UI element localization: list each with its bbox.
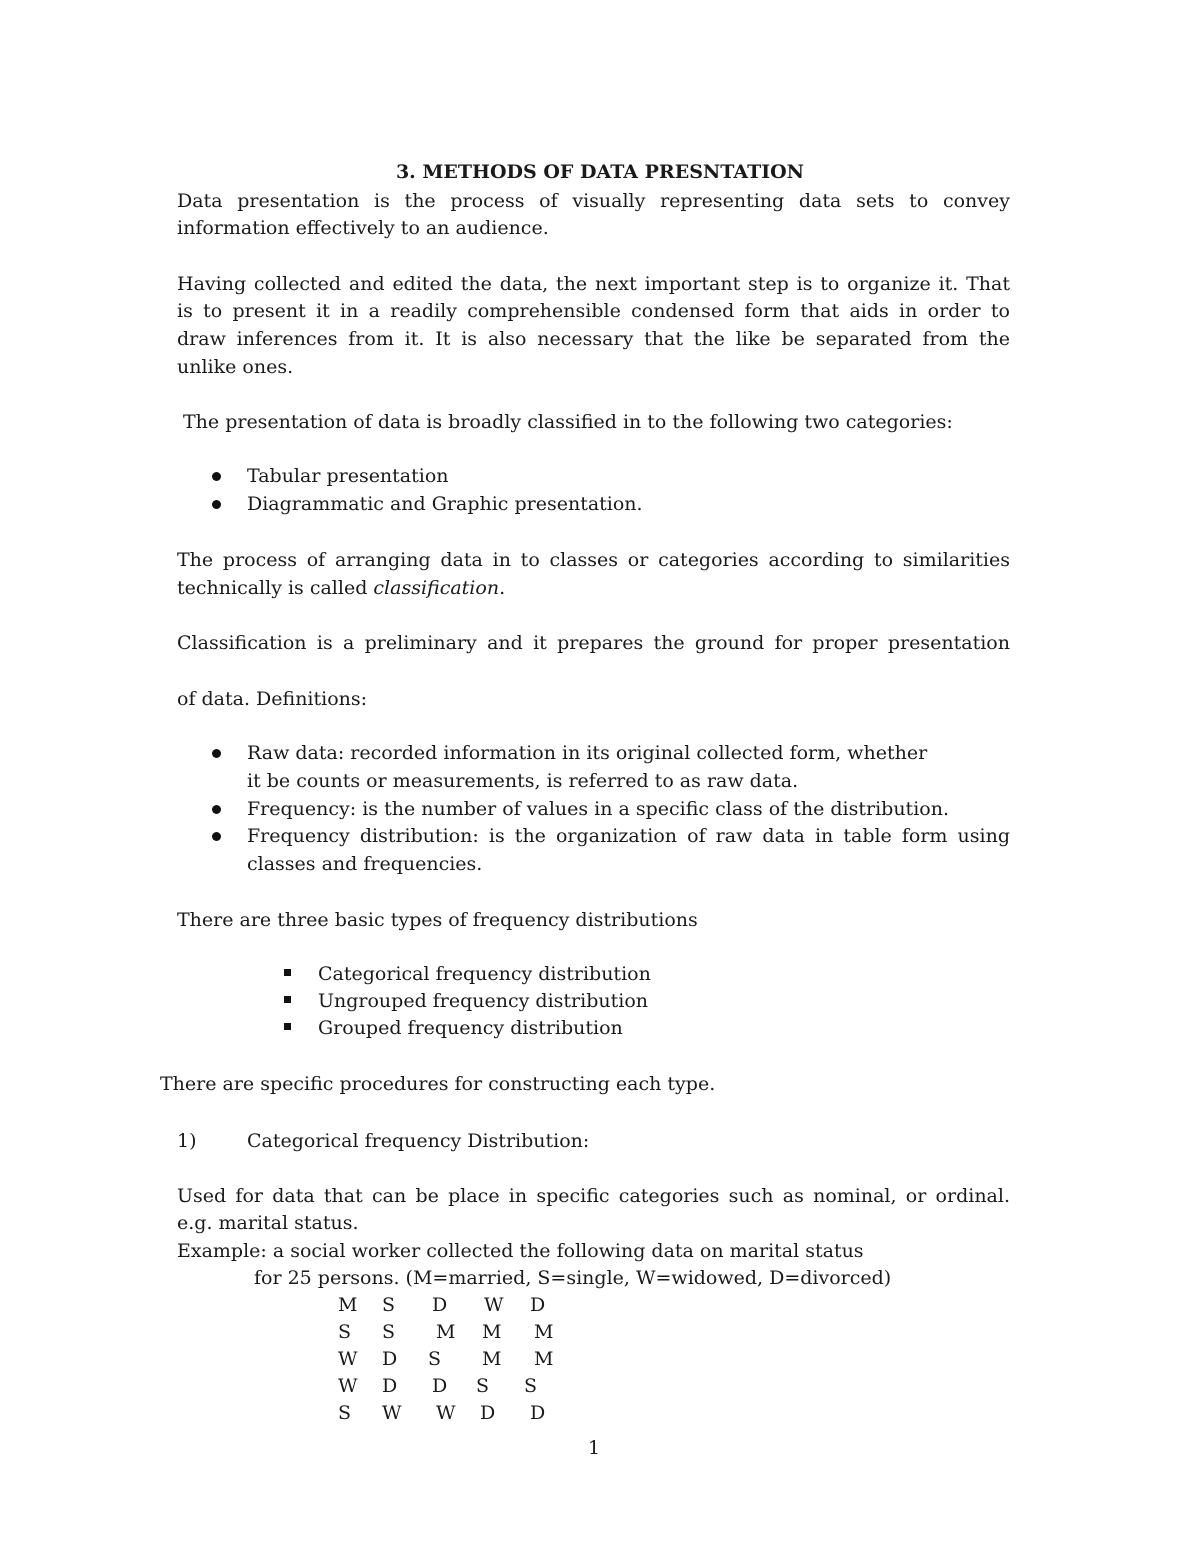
data-cell: S [338,1402,352,1424]
data-cell: D [382,1375,398,1397]
categories-intro: The presentation of data is broadly classified in to the following two categories: [183,411,953,433]
data-cell: S [476,1375,490,1397]
data-cell: S [382,1321,396,1343]
data-cell: M [482,1348,502,1370]
classification-term: classification [373,577,500,599]
definition-frequency-distribution: classes and frequencies. [247,853,483,875]
square-bullet-icon [284,1023,291,1030]
data-cell: S [382,1294,396,1316]
classification-line [177,574,505,602]
usage-line: Used for data that can be place in specific categories such as nominal, or ordinal. [177,1185,1010,1207]
bullet-icon [212,472,221,481]
definition-frequency-distribution: Frequency distribution: is the organization of raw data in table form using [247,825,1010,847]
page-title: 3. METHODS OF DATA PRESNTATION [395,161,805,183]
category-item: Tabular presentation [247,465,449,487]
bullet-icon [212,500,221,509]
organize-line: Having collected and edited the data, the next important step is to organize it. That [177,273,1010,295]
usage-line: for 25 persons. (M=married, S=single, W=widowed, D=divorced) [254,1267,892,1289]
definition-frequency: Frequency: is the number of values in a specific class of the distribution. [247,798,949,820]
data-cell: D [432,1375,448,1397]
definition-raw-data: it be counts or measurements, is referred to as raw data. [247,770,799,792]
preliminary-line: Classification is a preliminary and it prepares the ground for proper presentation [177,632,1010,654]
section-number: 1) [177,1130,197,1152]
bullet-icon [212,749,221,758]
classification-prefix: technically is called [177,577,374,599]
data-cell: D [480,1402,496,1424]
data-cell: D [530,1402,546,1424]
organize-line: draw inferences from it. It is also necessary that the like be separated from the [177,328,1010,350]
intro-line: Data presentation is the process of visually representing data sets to convey [177,190,1010,212]
bullet-icon [212,805,221,814]
section-heading: Categorical frequency Distribution: [247,1130,590,1152]
organize-line: is to present it in a readily comprehensible condensed form that aids in order to [177,300,1010,322]
data-cell: M [338,1294,358,1316]
data-cell: W [382,1402,402,1424]
organize-line: unlike ones. [177,356,294,378]
data-cell: W [338,1375,358,1397]
data-cell: M [436,1321,456,1343]
types-intro: There are three basic types of frequency distributions [177,909,698,931]
classification-suffix: . [499,577,506,599]
page-number: 1 [587,1437,601,1459]
procedures-text: There are specific procedures for constructing each type. [160,1073,716,1095]
data-cell: S [524,1375,538,1397]
bullet-icon [212,832,221,841]
classification-line: The process of arranging data in to classes or categories according to similarities [177,549,1010,571]
type-item: Ungrouped frequency distribution [318,990,649,1012]
data-cell: W [338,1348,358,1370]
data-cell: M [534,1321,554,1343]
type-item: Categorical frequency distribution [318,963,651,985]
data-cell: D [432,1294,448,1316]
usage-line: e.g. marital status. [177,1212,359,1234]
square-bullet-icon [284,996,291,1003]
usage-line: Example: a social worker collected the following data on marital status [177,1240,864,1262]
data-cell: W [484,1294,504,1316]
data-cell: W [436,1402,456,1424]
category-item: Diagrammatic and Graphic presentation. [247,493,643,515]
preliminary-line: of data. Definitions: [177,688,368,710]
type-item: Grouped frequency distribution [318,1017,623,1039]
square-bullet-icon [284,969,291,976]
data-cell: D [530,1294,546,1316]
data-cell: M [482,1321,502,1343]
intro-line: information effectively to an audience. [177,217,549,239]
data-cell: S [428,1348,442,1370]
definition-raw-data: Raw data: recorded information in its original collected form, whether [247,742,928,764]
data-cell: D [382,1348,398,1370]
data-cell: M [534,1348,554,1370]
data-cell: S [338,1321,352,1343]
